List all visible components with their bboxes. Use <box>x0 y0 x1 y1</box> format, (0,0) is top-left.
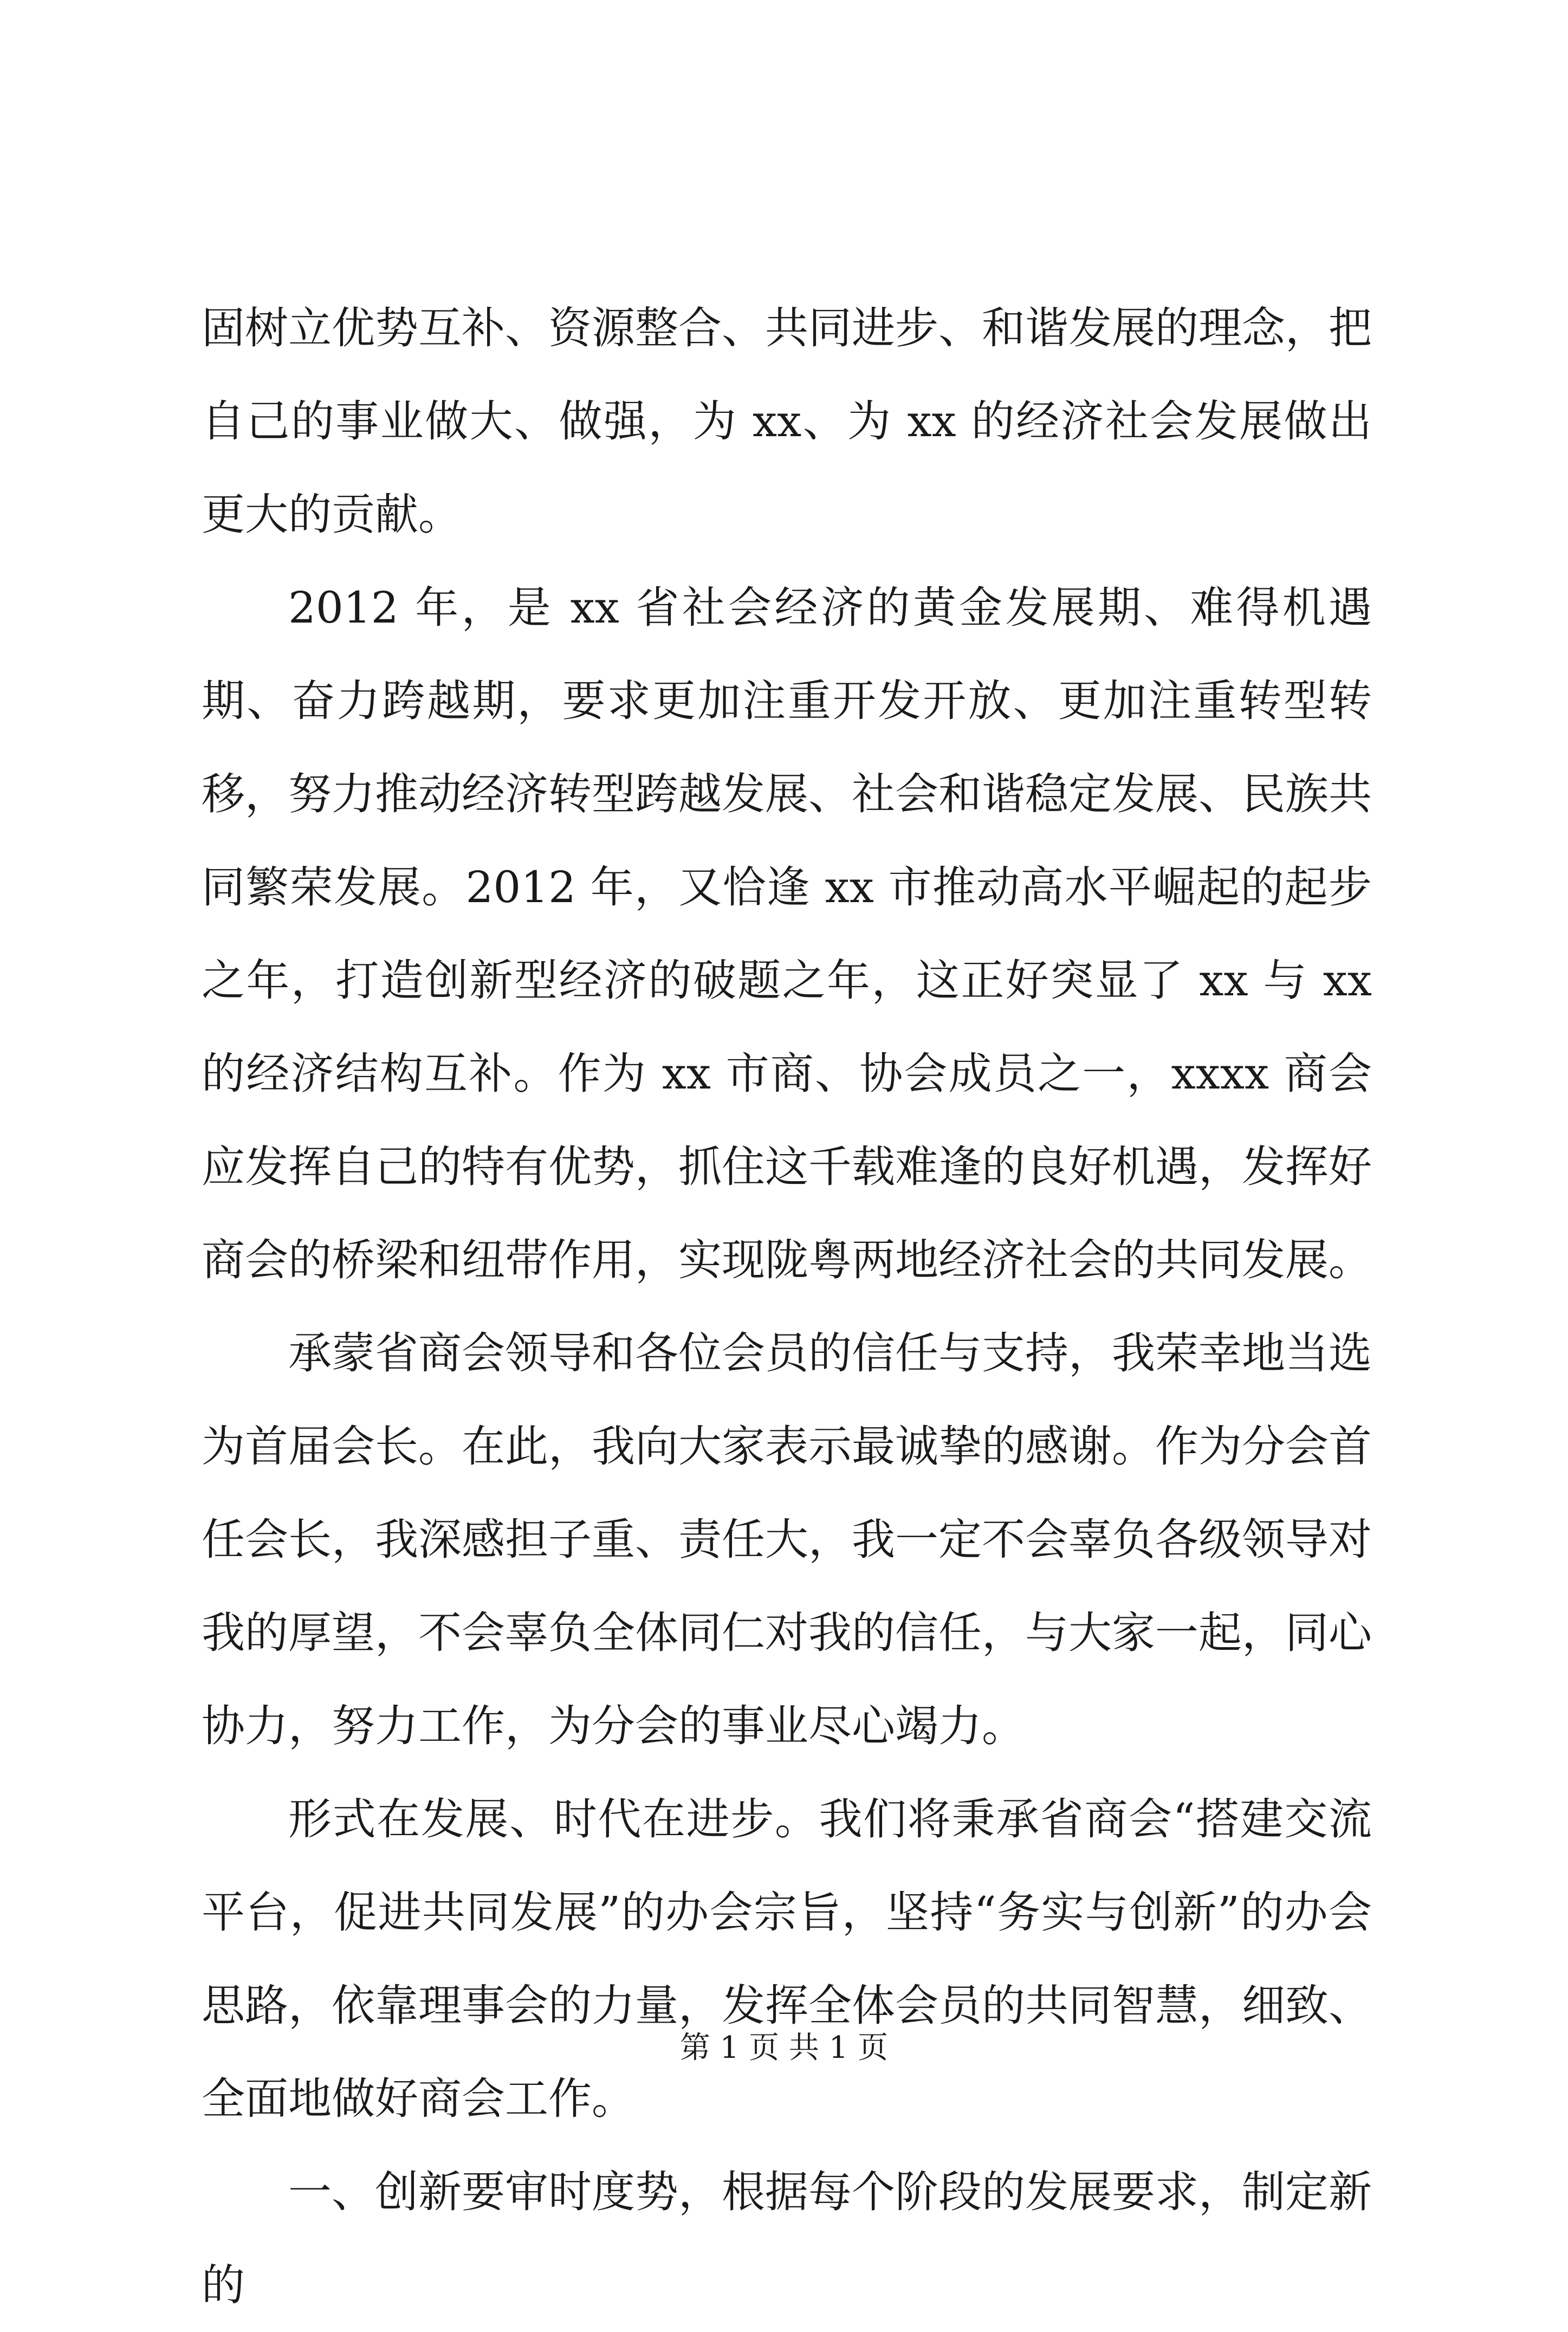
paragraph-5: 一、创新要审时度势，根据每个阶段的发展要求，制定新的 <box>202 2167 1372 2310</box>
document-body <box>202 282 1372 2332</box>
paragraph-4: 形式在发展、时代在进步。我们将秉承省商会“搭建交流平台，促进共同发展”的办会宗旨，坚持“务实与创新”的办会思路，依靠理事会的力量，发挥全体会员的共同智慧，细致、全面地做好商会工作。 <box>202 1794 1372 2124</box>
paragraph-2: 2012 年，是 xx 省社会经济的黄金发展期、难得机遇期、奋力跨越期，要求更加注重开发开放、更加注重转型转移，努力推动经济转型跨越发展、社会和谐稳定发展、民族共同繁荣发展。2012 年，又恰逢 xx 市推动高水平崛起的起步之年，打造创新型经济的破题之年，这正好突显了 xx 与 xx 的经济结构互补。作为 xx 市商、协会成员之一，xxxx 商会应发挥自己的特有优势，抓住这千载难逢的良好机遇，发挥好商会的桥梁和纽带作用，实现陇粤两地经济社会的共同发展。 <box>202 582 1372 1285</box>
paragraph-1: 固树立优势互补、资源整合、共同进步、和谐发展的理念，把自己的事业做大、做强，为 xx、为 xx 的经济社会发展做出更大的贡献。 <box>202 303 1372 540</box>
paragraph-3: 承蒙省商会领导和各位会员的信任与支持，我荣幸地当选为首届会长。在此，我向大家表示最诚挚的感谢。作为分会首任会长，我深感担子重、责任大，我一定不会辜负各级领导对我的厚望，不会辜负全体同仁对我的信任，与大家一起，同心协力，努力工作，为分会的事业尽心竭力。 <box>202 1328 1372 1751</box>
page-footer: 第 1 页 共 1 页 <box>679 2030 889 2065</box>
